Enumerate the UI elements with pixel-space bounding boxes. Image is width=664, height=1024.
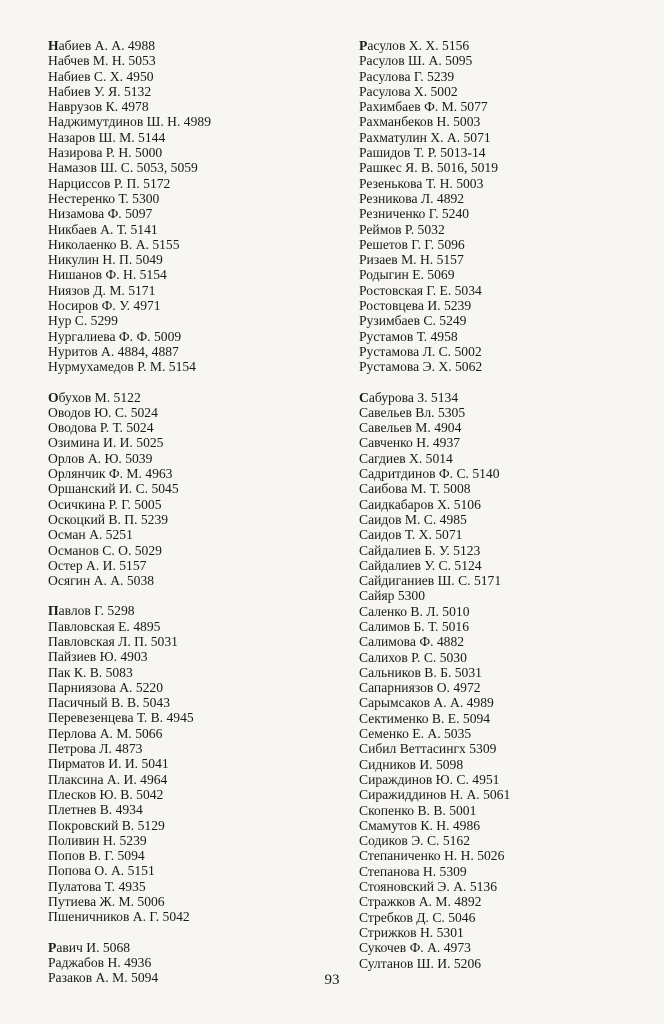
index-entry: Наджимутдинов Ш. Н. 4989 <box>48 114 211 130</box>
index-entry: Савельев М. 4904 <box>359 420 462 436</box>
index-entry: Стражков А. М. 4892 <box>359 894 482 910</box>
index-entry: Рашидов Т. Р. 5013-14 <box>359 145 486 161</box>
index-entry: Никбаев А. Т. 5141 <box>48 221 158 237</box>
index-entry: Семенко Е. А. 5035 <box>359 726 472 742</box>
index-entry: Нестеренко Т. 5300 <box>48 190 160 206</box>
index-entry: Пшеничников А. Г. 5042 <box>48 909 190 925</box>
index-entry: Расулова Г. 5239 <box>359 68 455 84</box>
index-entry: Перлова А. М. 5066 <box>48 725 163 741</box>
index-entry: Саидкабаров Х. 5106 <box>359 496 481 512</box>
index-entry: Оршанский И. С. 5045 <box>48 481 179 497</box>
index-entry: Султанов Ш. И. 5206 <box>359 955 482 971</box>
index-entry: Нишанов Ф. Н. 5154 <box>48 267 167 283</box>
index-entry: Нурмухамедов Р. М. 5154 <box>48 359 196 375</box>
index-entry: Стояновский Э. А. 5136 <box>359 879 498 895</box>
index-entry: Степанова Н. 5309 <box>359 863 467 879</box>
index-entry: Остер А. И. 5157 <box>48 557 147 573</box>
index-entry: Сибил Веттасингх 5309 <box>359 741 497 757</box>
index-entry: Пак К. В. 5083 <box>48 664 133 680</box>
index-entry: Сайдиганиев Ш. С. 5171 <box>359 573 502 589</box>
index-entry: Сидников И. 5098 <box>359 756 464 772</box>
index-entry: Пайзиев Ю. 4903 <box>48 649 148 665</box>
index-entry: Ростовцева И. 5239 <box>359 298 472 314</box>
index-entry: Обухов М. 5122 <box>48 389 141 405</box>
index-entry: Саленко В. Л. 5010 <box>359 603 470 619</box>
index-entry: Сукочев Ф. А. 4973 <box>359 940 471 956</box>
index-entry: Осягин А. А. 5038 <box>48 573 155 589</box>
index-entry: Сарымсаков А. А. 4989 <box>359 695 494 711</box>
index-entry: Плетнев В. 4934 <box>48 802 143 818</box>
index-entry: Попов В. Г. 5094 <box>48 848 145 864</box>
index-entry: Стрижков Н. 5301 <box>359 924 464 940</box>
index-entry: Рузимбаев С. 5249 <box>359 313 467 329</box>
index-entry: Покровский В. 5129 <box>48 817 165 833</box>
index-entry: Носиров Ф. У. 4971 <box>48 298 161 314</box>
index-entry: Нургалиева Ф. Ф. 5009 <box>48 328 182 344</box>
index-entry: Ростовская Г. Е. 5034 <box>359 282 482 298</box>
index-entry: Реймов Р. 5032 <box>359 221 445 237</box>
index-entry: Равич И. 5068 <box>48 939 131 955</box>
index-entry: Наврузов К. 4978 <box>48 99 149 115</box>
index-entry: Попова О. А. 5151 <box>48 863 155 879</box>
index-entry: Плаксина А. И. 4964 <box>48 771 168 787</box>
index-entry: Пасичный В. В. 5043 <box>48 695 170 711</box>
index-entry: Рахманбеков Н. 5003 <box>359 114 481 130</box>
index-entry: Савельев Вл. 5305 <box>359 404 466 420</box>
index-entry: Парниязова А. 5220 <box>48 679 164 695</box>
index-entry: Набчев М. Н. 5053 <box>48 53 156 69</box>
index-section <box>359 38 510 375</box>
index-column-right <box>359 38 510 971</box>
index-entry: Набиев У. Я. 5132 <box>48 83 152 99</box>
index-entry: Намазов Ш. С. 5053, 5059 <box>48 160 198 176</box>
index-entry: Пулатова Т. 4935 <box>48 878 146 894</box>
index-entry: Салимов Б. Т. 5016 <box>359 618 470 634</box>
index-entry: Павловская Е. 4895 <box>48 618 161 634</box>
index-entry: Резенькова Т. Н. 5003 <box>359 175 484 191</box>
index-entry: Сайдалиев У. С. 5124 <box>359 557 482 573</box>
index-entry: Ризаев М. Н. 5157 <box>359 252 464 268</box>
index-entry: Степаниченко Н. Н. 5026 <box>359 848 505 864</box>
index-entry: Родыгин Е. 5069 <box>359 267 455 283</box>
index-column-left <box>48 38 211 986</box>
index-section <box>48 38 211 375</box>
index-entry: Сагдиев Х. 5014 <box>359 450 453 466</box>
index-entry: Рахимбаев Ф. М. 5077 <box>359 99 488 115</box>
index-entry: Плесков Ю. В. 5042 <box>48 786 164 802</box>
index-entry: Салихов Р. С. 5030 <box>359 649 467 665</box>
index-entry: Поливин Н. 5239 <box>48 832 147 848</box>
index-entry: Сектименко В. Е. 5094 <box>359 710 491 726</box>
index-entry: Садритдинов Ф. С. 5140 <box>359 466 500 482</box>
index-entry: Рустамова Э. Х. 5062 <box>359 359 483 375</box>
index-entry: Сапарниязов О. 4972 <box>359 680 481 696</box>
index-entry: Нарциссов Р. П. 5172 <box>48 175 171 191</box>
index-entry: Сираждинов Ю. С. 4951 <box>359 771 500 787</box>
page-number: 93 <box>324 972 340 988</box>
index-entry: Содиков Э. С. 5162 <box>359 833 471 849</box>
index-entry: Резниченко Г. 5240 <box>359 206 470 222</box>
index-entry: Рустамов Т. 4958 <box>359 328 458 344</box>
index-entry: Оскоцкий В. П. 5239 <box>48 511 169 527</box>
index-entry: Петрова Л. 4873 <box>48 741 143 757</box>
index-entry: Озимина И. И. 5025 <box>48 435 164 451</box>
index-entry: Осман А. 5251 <box>48 527 133 543</box>
index-entry: Низамова Ф. 5097 <box>48 206 153 222</box>
index-entry: Османов С. О. 5029 <box>48 542 162 558</box>
index-entry: Орлянчик Ф. М. 4963 <box>48 466 173 482</box>
index-entry: Рашкес Я. В. 5016, 5019 <box>359 160 499 176</box>
index-entry: Сайдалиев Б. У. 5123 <box>359 542 481 558</box>
index-entry: Салимова Ф. 4882 <box>359 634 465 650</box>
index-entry: Савченко Н. 4937 <box>359 435 461 451</box>
index-entry: Набиев А. А. 4988 <box>48 38 156 53</box>
index-entry: Стребков Д. С. 5046 <box>359 909 476 925</box>
index-section <box>48 390 211 589</box>
index-entry: Саидов М. С. 4985 <box>359 511 467 527</box>
index-entry: Сабурова З. 5134 <box>359 389 459 405</box>
index-entry: Сайяр 5300 <box>359 588 426 604</box>
index-entry: Путиева Ж. М. 5006 <box>48 894 165 910</box>
index-entry: Резникова Л. 4892 <box>359 190 465 206</box>
index-entry: Николаенко В. А. 5155 <box>48 236 180 252</box>
index-entry: Расулова Х. 5002 <box>359 83 458 99</box>
index-entry: Разаков А. М. 5094 <box>48 970 159 986</box>
index-entry: Расулов Х. Х. 5156 <box>359 38 470 53</box>
index-entry: Павлов Г. 5298 <box>48 603 135 619</box>
index-entry: Раджабов Н. 4936 <box>48 954 152 970</box>
index-entry: Ниязов Д. М. 5171 <box>48 282 156 298</box>
index-entry: Осичкина Р. Г. 5005 <box>48 496 162 512</box>
index-entry: Нуритов А. 4884, 4887 <box>48 343 179 359</box>
index-entry: Саибова М. Т. 5008 <box>359 481 471 497</box>
index-entry: Скопенко В. В. 5001 <box>359 802 477 818</box>
index-entry: Смамутов К. Н. 4986 <box>359 817 481 833</box>
index-entry: Назаров Ш. М. 5144 <box>48 129 166 145</box>
index-entry: Расулов Ш. А. 5095 <box>359 53 473 69</box>
index-entry: Никулин Н. П. 5049 <box>48 252 163 268</box>
index-section <box>359 390 510 971</box>
index-entry: Рустамова Л. С. 5002 <box>359 343 482 359</box>
index-entry: Павловская Л. П. 5031 <box>48 633 178 649</box>
index-entry: Набиев С. Х. 4950 <box>48 68 154 84</box>
index-entry: Оводова Р. Т. 5024 <box>48 420 154 436</box>
index-section <box>48 603 211 924</box>
index-entry: Решетов Г. Г. 5096 <box>359 236 465 252</box>
index-entry: Сальников В. Б. 5031 <box>359 664 482 680</box>
index-entry: Рахматулин Х. А. 5071 <box>359 129 491 145</box>
index-entry: Перевезенцева Т. В. 4945 <box>48 710 194 726</box>
index-entry: Оводов Ю. С. 5024 <box>48 404 158 420</box>
index-entry: Нур С. 5299 <box>48 313 118 329</box>
index-entry: Орлов А. Ю. 5039 <box>48 450 153 466</box>
index-entry: Саидов Т. Х. 5071 <box>359 527 463 543</box>
index-entry: Пирматов И. И. 5041 <box>48 756 169 772</box>
index-entry: Сиражиддинов Н. А. 5061 <box>359 787 511 803</box>
index-entry: Назирова Р. Н. 5000 <box>48 145 163 161</box>
